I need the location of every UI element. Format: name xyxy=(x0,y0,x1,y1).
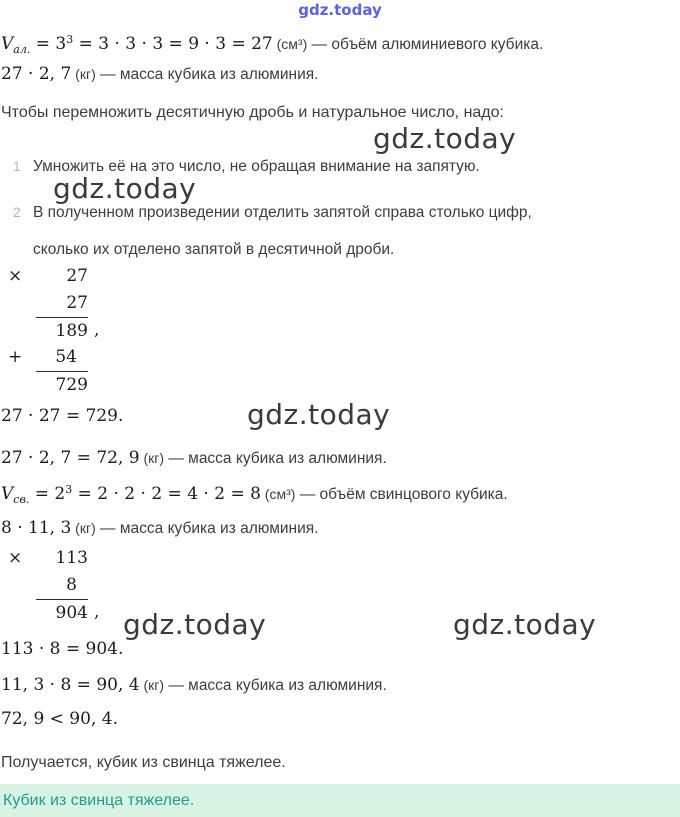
watermark-2: gdz.today xyxy=(53,172,197,205)
multiplication-row xyxy=(8,263,99,290)
step-number: 2 xyxy=(13,204,21,220)
list-step-2 xyxy=(0,204,532,222)
number-cell: 8 xyxy=(66,575,77,595)
line-product-113x8 xyxy=(1,639,123,659)
watermark-3: gdz.today xyxy=(247,398,391,431)
unit-label: (см³) xyxy=(260,486,296,502)
line-mass-aluminum-expression xyxy=(1,64,318,84)
comma: , xyxy=(94,320,100,340)
math-subscript: ал. xyxy=(13,43,31,56)
number-cell: 27 xyxy=(66,293,88,313)
line-volume-lead xyxy=(1,483,508,506)
number-cell: 189 xyxy=(36,317,88,344)
watermark-1: gdz.today xyxy=(373,122,517,155)
paragraph-rule-intro: Чтобы перемножить десятичную дробь и натуральное число, надо: xyxy=(1,104,504,121)
step-text: Умножить её на это число, не обращая внимание на запятую. xyxy=(33,158,480,175)
math-variable: V xyxy=(1,484,14,504)
math-superscript: 3 xyxy=(65,483,73,496)
number-cell: 904 xyxy=(36,599,88,626)
line-volume-aluminum xyxy=(1,33,543,56)
math-text: = 3 xyxy=(30,34,67,54)
watermark-top: gdz.today xyxy=(298,1,382,19)
math-variable: V xyxy=(1,34,14,54)
number-cell: 113 xyxy=(55,548,88,568)
explanation-text: — объём свинцового кубика. xyxy=(295,486,508,503)
math-superscript: 3 xyxy=(66,33,74,46)
math-text: = 2 xyxy=(29,484,66,504)
multiplication-block-1 xyxy=(8,263,99,398)
unit-label: (кг) xyxy=(71,66,96,82)
unit-label: (кг) xyxy=(139,450,165,466)
list-step-2-continued: сколько их отделено запятой в десятичной дроби. xyxy=(33,241,395,258)
multiplication-row xyxy=(8,545,99,572)
step-text: В полученном произведении отделить запятой справа столько цифр, xyxy=(33,204,532,221)
watermark-4: gdz.today xyxy=(123,608,267,641)
number-cell: 27 xyxy=(66,266,88,286)
paragraph-conclusion: Получается, кубик из свинца тяжелее. xyxy=(1,754,286,771)
comma: , xyxy=(94,602,100,622)
times-sign: × xyxy=(8,266,23,286)
line-product-27x27 xyxy=(1,406,123,426)
unit-label: (кг) xyxy=(139,677,165,693)
number-cell: 54 xyxy=(55,347,77,367)
watermark-5: gdz.today xyxy=(453,608,597,641)
multiplication-row xyxy=(8,290,99,317)
multiplication-row xyxy=(8,317,99,344)
explanation-text: — масса кубика из алюминия. xyxy=(164,677,387,694)
math-text: 72, 9 < 90, 4. xyxy=(1,709,118,729)
explanation-text: — объём алюминиевого кубика. xyxy=(307,36,544,53)
explanation-text: — масса кубика из алюминия. xyxy=(95,520,319,537)
math-text: 27 · 2, 7 = 72, 9 xyxy=(1,448,140,468)
line-comparison xyxy=(1,709,118,729)
math-text: 8 · 11, 3 xyxy=(1,518,72,538)
answer-highlight xyxy=(0,784,680,817)
step-number: 1 xyxy=(13,158,21,174)
math-text: = 2 · 2 · 2 = 4 · 2 = 8 xyxy=(72,484,261,504)
math-text: 27 · 27 = 729. xyxy=(1,406,124,426)
explanation-text: — масса кубика из алюминия. xyxy=(95,66,319,83)
number-cell: 729 xyxy=(36,371,88,398)
multiplication-row xyxy=(8,344,99,371)
math-text: = 3 · 3 · 3 = 9 · 3 = 27 xyxy=(73,34,273,54)
line-mass-aluminum-result xyxy=(1,448,387,468)
line-mass-lead-expression xyxy=(1,518,318,538)
math-text: 27 · 2, 7 xyxy=(1,64,72,84)
explanation-text: — масса кубика из алюминия. xyxy=(164,450,387,467)
plus-sign: + xyxy=(8,347,23,367)
multiplication-block-2 xyxy=(8,545,99,626)
answer-text: Кубик из свинца тяжелее. xyxy=(3,792,195,809)
math-text: 11, 3 · 8 = 90, 4 xyxy=(1,675,140,695)
line-mass-lead-result xyxy=(1,675,387,695)
math-subscript: св. xyxy=(13,493,30,506)
multiplication-row xyxy=(8,371,99,398)
multiplication-row xyxy=(8,599,99,626)
math-text: 113 · 8 = 904. xyxy=(1,639,124,659)
unit-label: (кг) xyxy=(71,520,96,536)
multiplication-row xyxy=(8,572,99,599)
times-sign: × xyxy=(8,548,23,568)
unit-label: (см³) xyxy=(272,36,308,52)
